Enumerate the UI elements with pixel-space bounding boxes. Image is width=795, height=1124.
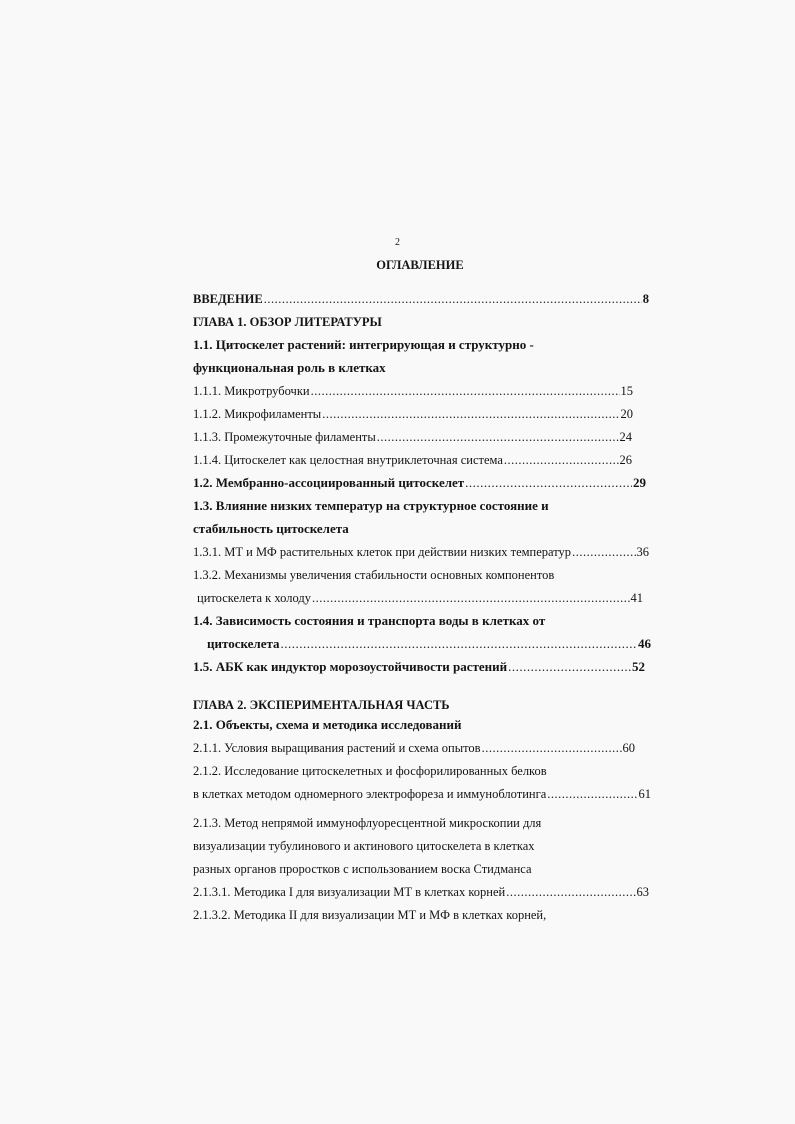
toc-entry-2-1-3-cont-1: визуализации тубулинового и актинового цитоскелета в клетках [193, 839, 535, 853]
toc-entry-2-1-2[interactable]: 2.1.2. Исследование цитоскелетных и фосфорилированных белков [193, 764, 547, 778]
toc-section-2-1[interactable]: 2.1. Объекты, схема и методика исследований [193, 717, 462, 732]
toc-entry-introduction[interactable]: ВВЕДЕНИЕ ..... 8 [193, 291, 649, 307]
toc-section-1-1[interactable]: 1.1. Цитоскелет растений: интегрирующая и структурно - [193, 337, 534, 352]
toc-entry-1-1-4[interactable]: 1.1.4. Цитоскелет как целостная внутриклеточная система ..... 26 [193, 452, 632, 468]
toc-entry-2-1-3-2[interactable]: 2.1.3.2. Методика II для визуализации МТ и МФ в клетках корней, [193, 908, 547, 922]
toc-section-1-1-cont: функциональная роль в клетках [193, 360, 386, 375]
toc-heading: ОГЛАВЛЕНИЕ [376, 258, 464, 272]
toc-section-1-3[interactable]: 1.3. Влияние низких температур на структурное состояние и [193, 498, 549, 513]
toc-section-1-4[interactable]: 1.4. Зависимость состояния и транспорта воды в клетках от [193, 613, 546, 628]
toc-entry-1-4-cont[interactable]: цитоскелета ..... 46 [207, 636, 651, 652]
toc-entry-1-1-2[interactable]: 1.1.2. Микрофиламенты ..... 20 [193, 406, 633, 422]
page-number: 2 [395, 237, 400, 248]
toc-entry-1-5[interactable]: 1.5. АБК как индуктор морозоустойчивости растений ..... 52 [193, 659, 645, 675]
toc-section-1-3-cont: стабильность цитоскелета [193, 521, 349, 536]
toc-entry-2-1-2-cont[interactable]: в клетках методом одномерного электрофореза и иммуноблотинга ..... 61 [193, 786, 651, 802]
toc-entry-1-2[interactable]: 1.2. Мембранно-ассоциированный цитоскелет ..... 29 [193, 475, 646, 491]
toc-chapter-1[interactable]: ГЛАВА 1. ОБЗОР ЛИТЕРАТУРЫ [193, 315, 382, 329]
toc-entry-1-3-2[interactable]: 1.3.2. Механизмы увеличения стабильности основных компонентов [193, 568, 555, 582]
toc-entry-2-1-1[interactable]: 2.1.1. Условия выращивания растений и схема опытов ..... 60 [193, 740, 635, 756]
toc-entry-2-1-3-1[interactable]: 2.1.3.1. Методика I для визуализации МТ в клетках корней ..... 63 [193, 884, 649, 900]
toc-entry-2-1-3[interactable]: 2.1.3. Метод непрямой иммунофлуоресцентной микроскопии для [193, 816, 542, 830]
toc-entry-1-1-3[interactable]: 1.1.3. Промежуточные филаменты ..... 24 [193, 429, 632, 445]
toc-entry-1-3-1[interactable]: 1.3.1. МТ и МФ растительных клеток при действии низких температур ..... 36 [193, 544, 649, 560]
toc-chapter-2[interactable]: ГЛАВА 2. ЭКСПЕРИМЕНТАЛЬНАЯ ЧАСТЬ [193, 698, 450, 712]
toc-entry-1-1-1[interactable]: 1.1.1. Микротрубочки ..... 15 [193, 383, 633, 399]
toc-entry-1-3-2-cont[interactable]: цитоскелета к холоду ..... 41 [197, 590, 643, 606]
toc-entry-2-1-3-cont-2: разных органов проростков с использованием воска Стидманса [193, 862, 532, 876]
